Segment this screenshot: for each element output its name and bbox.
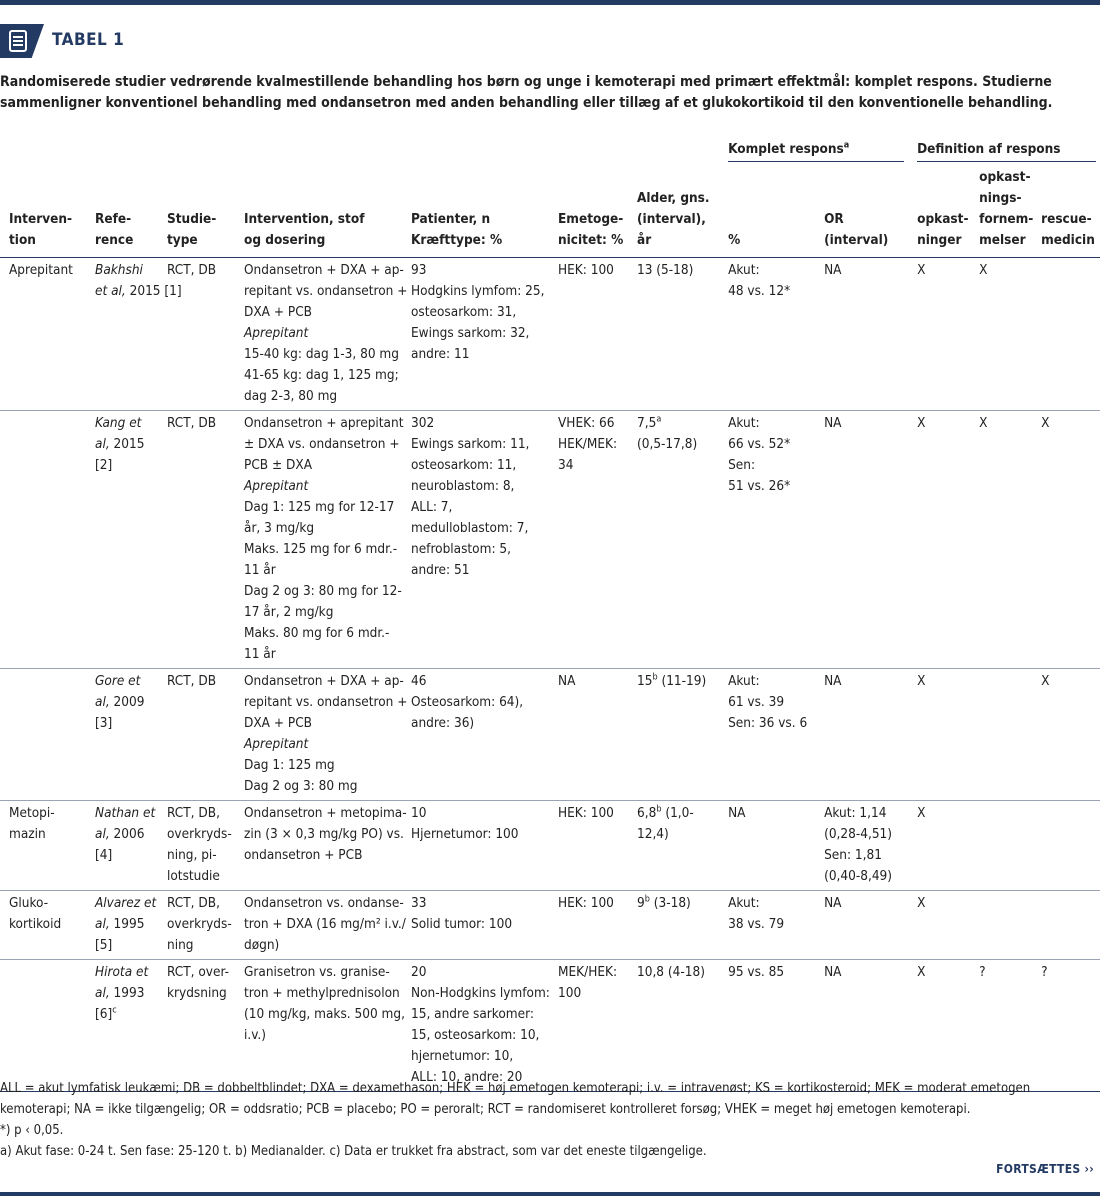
cell-reference: Nathan et al, 2006 [4] (95, 805, 156, 863)
table-row (0, 801, 1100, 891)
cell-percent: Akut: 48 vs. 12* (728, 262, 791, 299)
column-header-emetogenicity: Emetoge- nicitet: % (558, 211, 624, 248)
top-rule (0, 0, 1100, 5)
cell-emetogenicity: MEK/HEK: 100 (558, 964, 618, 1001)
cell-reference: Hirota et al, 1993 $[6]^c$ (95, 964, 149, 1022)
cell-nausea (970, 669, 1032, 801)
table-title: TABEL 1 (52, 30, 125, 50)
cell-vomiting: X (917, 415, 926, 431)
column-header-patients: Patienter, n Kræfttype: % (411, 211, 503, 248)
column-header-vomiting: opkast- ninger (917, 211, 969, 248)
cell-odds-ratio: Akut: 1,14 (0,28-4,51) Sen: 1,81 (0,40-8,49) (824, 805, 893, 884)
cell-age: 13 (5-18) (637, 262, 694, 278)
cell-dosing: Ondansetron + DXA + ap- repitant vs. ondansetron + DXA + PCB Aprepitant Dag 1: 125 mg Dag 2 og 3: 80 mg (244, 673, 408, 794)
table-row (0, 891, 1100, 960)
cell-study-type: RCT, over- krydsning (167, 964, 229, 1001)
cell-study-type: RCT, DB, overkryds- ning (167, 895, 232, 953)
cell-age: 10,8 (4-18) (637, 964, 705, 980)
cell-percent: 95 vs. 85 (728, 964, 785, 980)
table-header (0, 18, 1100, 62)
table-row (0, 258, 1100, 411)
cell-intervention (0, 411, 86, 669)
document-list-icon (0, 24, 44, 58)
cell-rescue: X (1041, 673, 1050, 689)
cell-patients: 302 Ewings sarkom: 11, osteosarkom: 11, neuroblastom: 8, ALL: 7, medulloblastom: 7, nefroblastom: 5, andre: 51 (411, 415, 530, 578)
column-header-age: Alder, gns. (interval), år (637, 190, 710, 248)
cell-vomiting: X (917, 895, 926, 911)
cell-dosing: Granisetron vs. granise- tron + methylprednisolon (10 mg/kg, maks. 500 mg, i.v.) (244, 964, 405, 1043)
letter-notes: a) Akut fase: 0-24 t. Sen fase: 25-120 t. b) Medianalder. c) Data er trukket fra abstract, som var det eneste tilgængelige. (0, 1144, 707, 1159)
cell-reference: Alvarez et al, 1995 [5] (95, 895, 157, 953)
cell-rescue: ? (1041, 964, 1048, 980)
cell-nausea: X (979, 262, 988, 278)
cell-nausea: X (979, 415, 988, 431)
column-header-study-type: Studie- type (167, 211, 217, 248)
cell-study-type: RCT, DB (167, 673, 217, 689)
cell-nausea (970, 891, 1032, 960)
cell-percent: NA (728, 805, 746, 821)
cell-odds-ratio: NA (824, 415, 842, 431)
cell-reference: Gore et al, 2009 [3] (95, 673, 145, 731)
table-row (0, 669, 1100, 801)
studies-table (0, 136, 1100, 1092)
cell-emetogenicity: VHEK: 66 HEK/MEK: 34 (558, 415, 618, 473)
cell-rescue: X (1041, 415, 1050, 431)
cell-patients: 33 Solid tumor: 100 (411, 895, 513, 932)
cell-emetogenicity: HEK: 100 (558, 895, 614, 911)
group-header-complete-response: Komplet respons$^a$ (719, 136, 908, 163)
column-header-nausea: opkast- nings- fornem- melser (979, 169, 1034, 248)
table-row (0, 960, 1100, 1092)
cell-odds-ratio: NA (824, 673, 842, 689)
cell-intervention: Aprepitant (9, 262, 73, 278)
cell-patients: 93 Hodgkins lymfom: 25, osteosarkom: 31, Ewings sarkom: 32, andre: 11 (411, 262, 545, 362)
cell-study-type: RCT, DB (167, 262, 217, 278)
cell-dosing: Ondansetron + aprepitant ± DXA vs. ondansetron + PCB ± DXA Aprepitant Dag 1: 125 mg for 12-17 år, 3 mg/kg Maks. 125 mg for 6 mdr.- 11 år Dag 2 og 3: 80 mg for 12- 17 år, 2 mg/kg Maks. 80 mg for 6 mdr.- 11 år (244, 415, 404, 662)
cell-percent: Akut: 66 vs. 52* Sen: 51 vs. 26* (728, 415, 791, 494)
cell-odds-ratio: NA (824, 964, 842, 980)
cell-vomiting: X (917, 673, 926, 689)
group-header-row (0, 136, 1100, 163)
column-header-rescue-medication: rescue- medicin (1041, 211, 1095, 248)
cell-intervention (0, 960, 86, 1092)
column-header-reference: Refe- rence (95, 211, 134, 248)
column-header-odds-ratio: OR (interval) (824, 211, 889, 248)
cell-intervention (0, 669, 86, 801)
cell-emetogenicity: HEK: 100 (558, 805, 614, 821)
cell-patients: 10 Hjernetumor: 100 (411, 805, 519, 842)
cell-age: 6,8$^b$ (1,0- 12,4) (637, 804, 694, 842)
column-header-row (0, 163, 1100, 258)
column-header-dosing: Intervention, stof og dosering (244, 211, 365, 248)
cell-dosing: Ondansetron vs. ondanse- tron + DXA (16 mg/m² i.v./ døgn) (244, 895, 406, 953)
cell-dosing: Ondansetron + DXA + ap- repitant vs. ondansetron + DXA + PCB Aprepitant 15-40 kg: dag 1-3, 80 mg 41-65 kg: dag 1, 125 mg; dag 2-3, 80 mg (244, 262, 408, 404)
group-header-response-definition: Definition af respons (908, 136, 1100, 163)
cell-emetogenicity: NA (558, 673, 576, 689)
cell-study-type: RCT, DB (167, 415, 217, 431)
cell-rescue (1032, 891, 1100, 960)
cell-vomiting: X (917, 262, 926, 278)
column-header-percent: % (728, 232, 741, 248)
cell-age: 9$^b$ (3-18) (637, 894, 691, 911)
cell-patients: 20 Non-Hodgkins lymfom: 15, andre sarkomer: 15, osteosarkom: 10, hjernetumor: 10, ALL: 10, andre: 20 (411, 964, 550, 1085)
cell-nausea (970, 801, 1032, 891)
cell-dosing: Ondansetron + metopima- zin (3 × 0,3 mg/kg PO) vs. ondansetron + PCB (244, 805, 407, 863)
cell-odds-ratio: NA (824, 262, 842, 278)
cell-vomiting: X (917, 964, 926, 980)
cell-reference: Bakhshi et al, 2015 [1] (95, 262, 182, 299)
abbreviations-note: ALL = akut lymfatisk leukæmi; DB = dobbeltblindet; DXA = dexamethason; HEK = høj emetogen kemoterapi; i.v. = intravenøst; KS = kortikosteroid; MEK = moderat emetogen kemoterapi; NA = ikke tilgængelig; OR = oddsratio; PCB = placebo; PO = peroralt; RCT = randomiseret kontrolleret forsøg; VHEK = meget høj emetogen kemoterapi. (0, 1081, 1031, 1117)
cell-emetogenicity: HEK: 100 (558, 262, 614, 278)
cell-rescue (1032, 258, 1100, 411)
table-caption: Randomiserede studier vedrørende kvalmestillende behandling hos børn og unge i kemoterapi med primært effektmål: komplet respons. Studierne sammenligner konventionel behandling med ondansetron med anden behandling eller tillæg af et glukokortikoid til den konventionelle behandling. (0, 74, 1053, 111)
cell-intervention: Metopi- mazin (9, 805, 55, 842)
bottom-rule (0, 1192, 1100, 1196)
significance-note: *) p ‹ 0,05. (0, 1123, 64, 1138)
cell-reference: Kang et al, 2015 [2] (95, 415, 145, 473)
table-body (0, 258, 1100, 1092)
footnotes (0, 1078, 1090, 1162)
cell-age: 15$^b$ (11-19) (637, 672, 707, 689)
cell-nausea: ? (979, 964, 986, 980)
cell-vomiting: X (917, 805, 926, 821)
cell-intervention: Gluko- kortikoid (9, 895, 62, 932)
cell-patients: 46 Osteosarkom: 64), andre: 36) (411, 673, 524, 731)
cell-percent: Akut: 38 vs. 79 (728, 895, 785, 932)
cell-odds-ratio: NA (824, 895, 842, 911)
cell-percent: Akut: 61 vs. 39 Sen: 36 vs. 6 (728, 673, 808, 731)
cell-age: 7,5$^a$ (0,5-17,8) (637, 414, 698, 452)
column-header-intervention: Interven- tion (9, 211, 73, 248)
table-row (0, 411, 1100, 669)
continued-link[interactable]: FORTSÆTTES ›› (996, 1162, 1094, 1176)
cell-rescue (1032, 801, 1100, 891)
cell-study-type: RCT, DB, overkryds- ning, pi- lotstudie (167, 805, 232, 884)
